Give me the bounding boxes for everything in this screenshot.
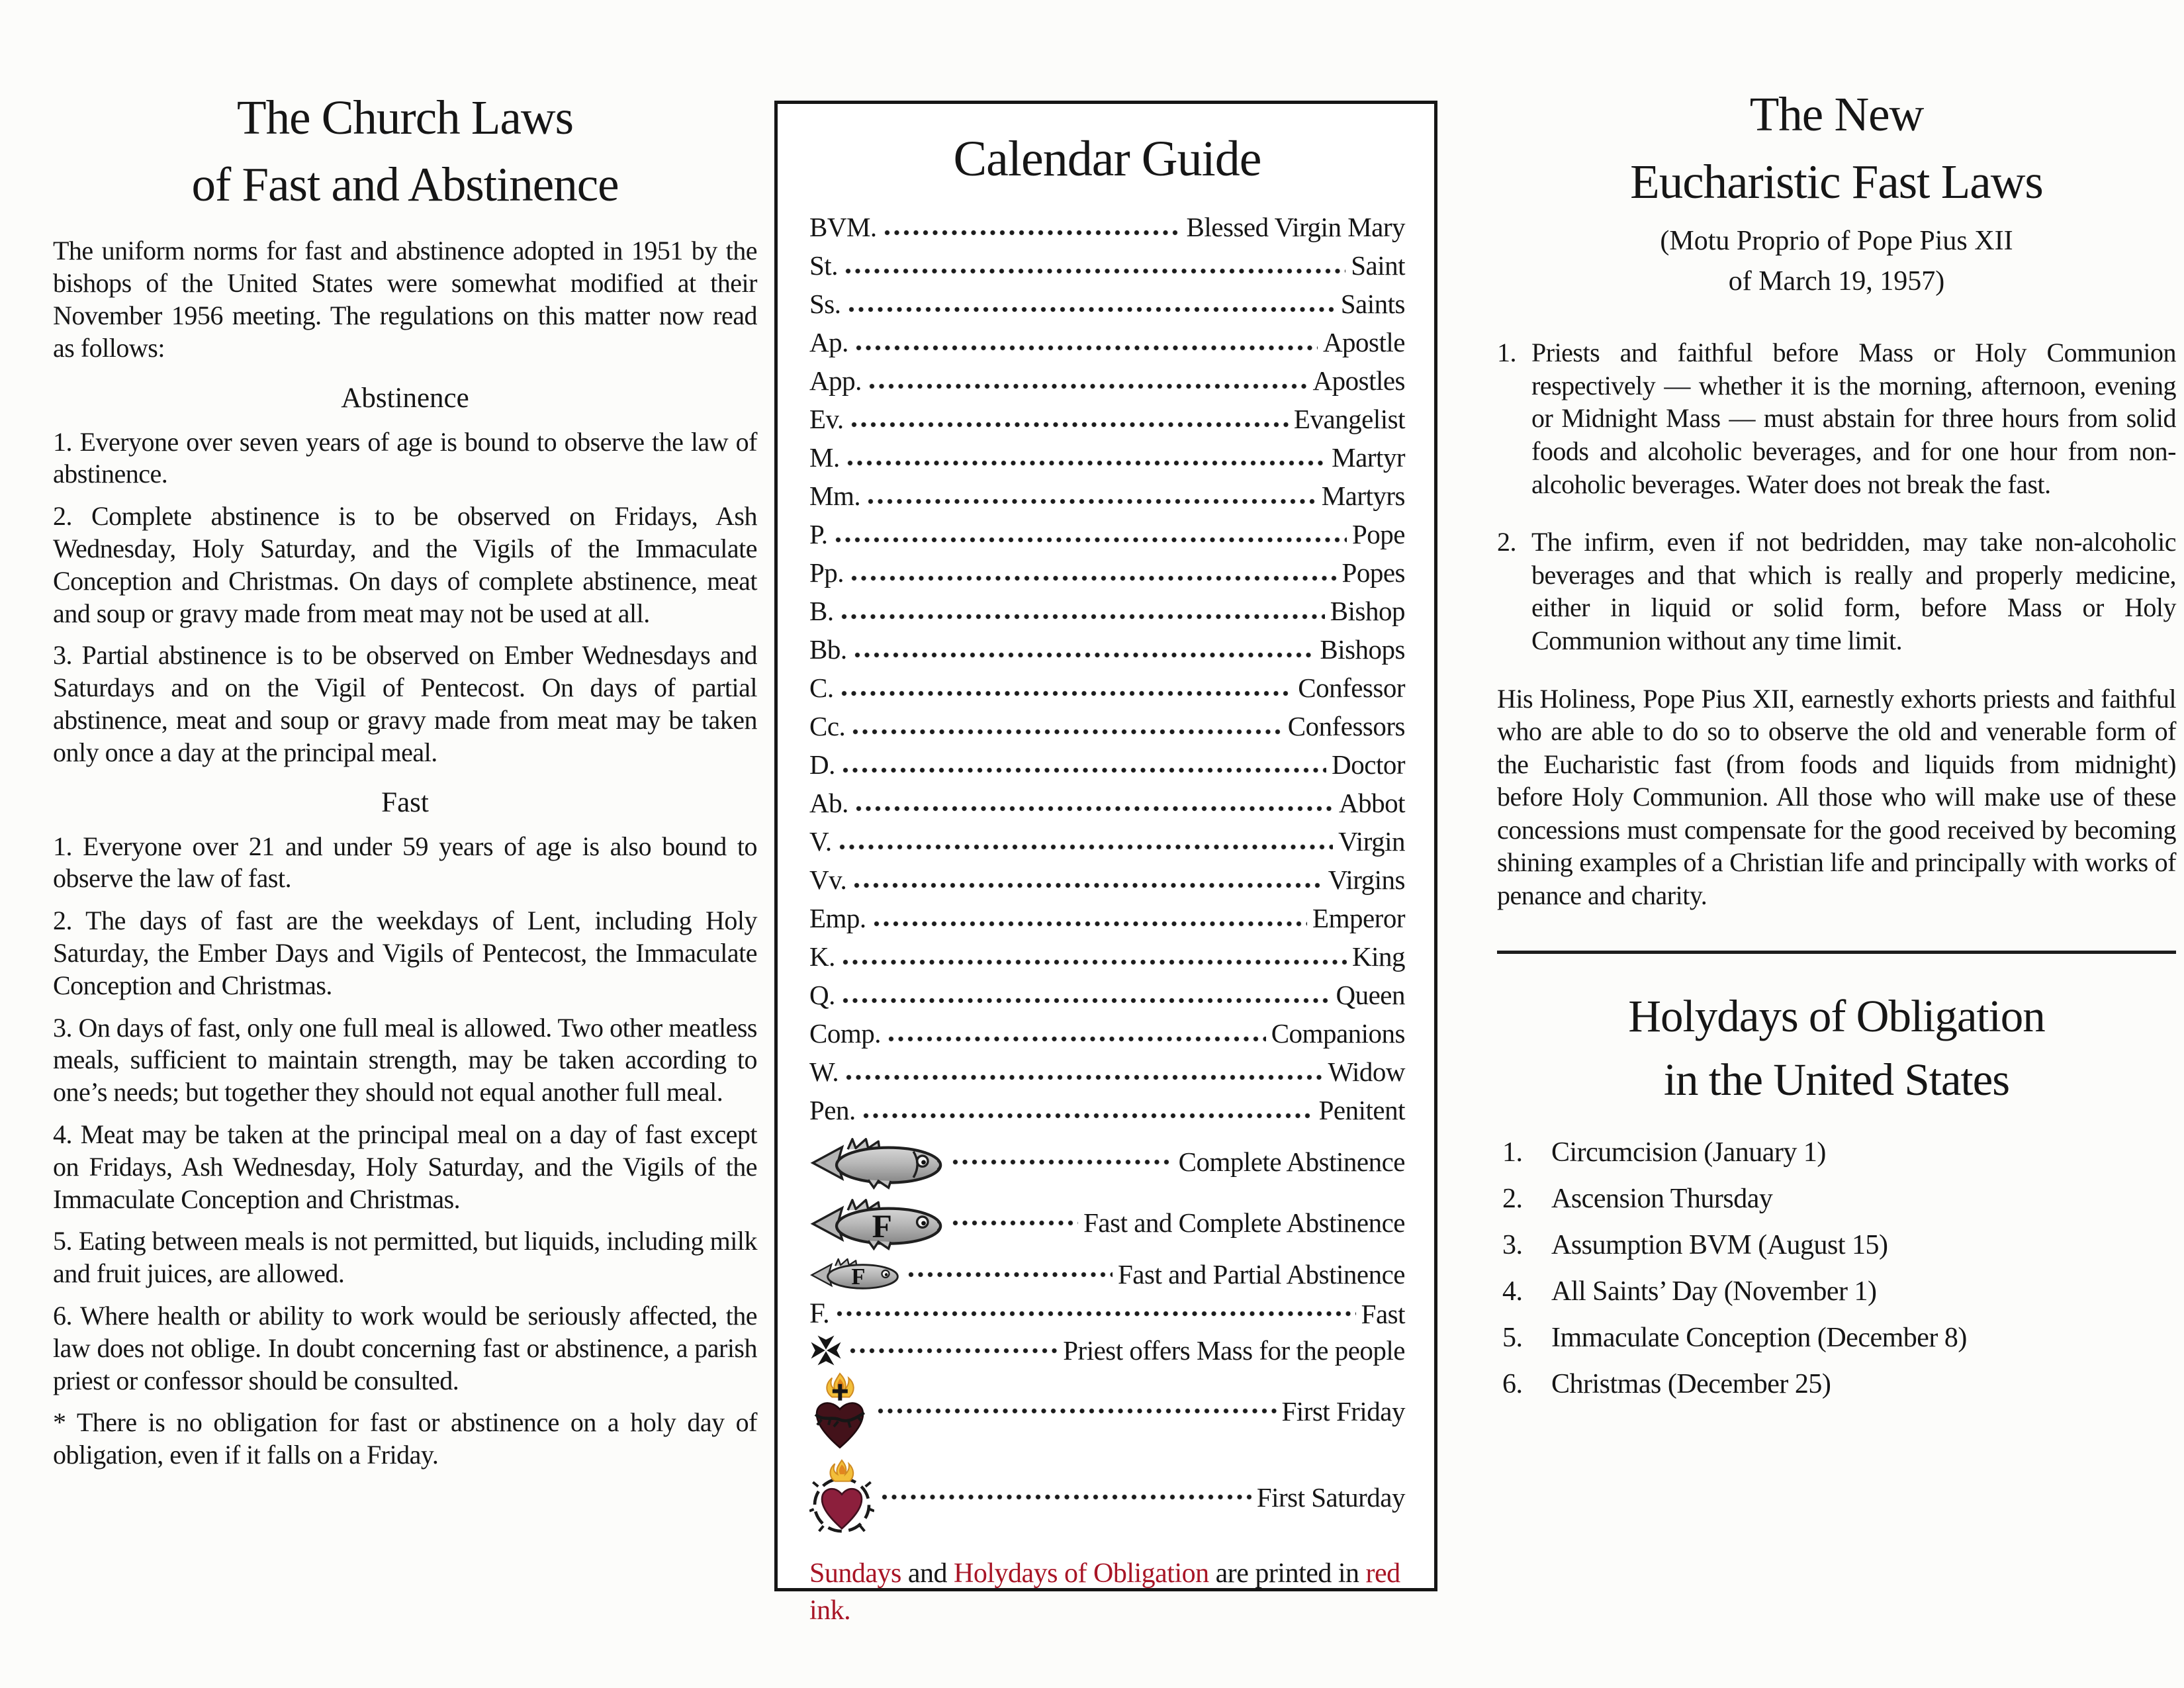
symbol-label: First Saturday	[1256, 1481, 1405, 1513]
abbreviation-meaning: Penitent	[1318, 1095, 1405, 1125]
abbreviation-meaning: Bishops	[1320, 634, 1405, 665]
abbreviation-row	[809, 899, 1405, 937]
note-part-printed: are printed in	[1208, 1558, 1366, 1589]
fast-law-item	[1497, 336, 2176, 500]
fast-item: 4. Meat may be taken at the principal meal on a day of fast except on Fridays, Ash Wednesday, Holy Saturday, and the Vigils of the Immaculate Conception and Christmas.	[53, 1119, 757, 1214]
dot-leader	[841, 690, 1293, 697]
calendar-guide-box	[774, 101, 1437, 1626]
dot-leader	[850, 575, 1336, 582]
abstinence-item: 1. Everyone over seven years of age is bound to observe the law of abstinence.	[53, 426, 757, 489]
abbreviation-row	[809, 784, 1405, 822]
abbreviation-row	[809, 861, 1405, 899]
dot-leader	[952, 1158, 1173, 1166]
abbreviation-meaning: Abbot	[1339, 788, 1405, 818]
fast-law-item	[1497, 526, 2176, 657]
abbreviation-row	[809, 361, 1405, 400]
fast-law-items	[1497, 336, 2176, 657]
abbreviation-meaning: Virgin	[1338, 826, 1405, 857]
abbreviation-meaning: Confessor	[1298, 673, 1405, 703]
item-number: 1.	[1497, 338, 1516, 368]
calendar-guide-title: Calendar Guide	[953, 131, 1261, 187]
title-line-2: Eucharistic Fast Laws	[1630, 155, 2043, 209]
symbol-label: Fast	[1361, 1298, 1405, 1329]
abbreviation: Cc.	[809, 711, 846, 741]
holyday-item	[1497, 1185, 2176, 1213]
dot-leader	[877, 1407, 1277, 1415]
abbreviation-meaning: Blessed Virgin Mary	[1186, 212, 1405, 242]
dot-leader	[850, 421, 1289, 428]
abbreviation-row	[809, 630, 1405, 669]
abbreviation-meaning: Evangelist	[1293, 404, 1405, 434]
symbol-label: Complete Abstinence	[1178, 1147, 1405, 1177]
abbreviation: App.	[809, 365, 862, 396]
section-divider	[1497, 951, 2176, 954]
dot-leader	[862, 1112, 1314, 1119]
abbreviation-row	[809, 285, 1405, 323]
maltese-cross-icon	[809, 1334, 842, 1367]
title-line-1: The New	[1749, 87, 1924, 141]
dot-leader	[835, 536, 1347, 543]
abbreviation-row	[809, 822, 1405, 861]
holyday-item	[1497, 1231, 2176, 1259]
abstinence-heading: Abstinence	[341, 382, 469, 414]
dot-leader	[846, 459, 1326, 467]
holyday-name: All Saints’ Day (November 1)	[1551, 1276, 1877, 1307]
note-part-red-ink: red ink.	[809, 1558, 1400, 1626]
svg-text:F: F	[851, 1264, 865, 1289]
abbreviation-row	[809, 1091, 1405, 1129]
abstinence-item: 2. Complete abstinence is to be observed on Fridays, Ash Wednesday, Holy Saturday, and the Vigils of the Immaculate Conception and Christmas. On days of complete abstinence, meat and soup or gravy made from meat may not be used at all.	[53, 501, 757, 628]
dot-leader	[853, 882, 1323, 889]
abstinence-item: 3. Partial abstinence is to be observed on Ember Wednesdays and Saturdays and on the Vigil of Pentecost. On days of partial abstinence, meat and soup or gravy made from meat may be taken only once a day at the principal meal.	[53, 640, 757, 767]
symbol-row-first-friday	[809, 1371, 1405, 1451]
dot-leader	[855, 344, 1318, 352]
symbol-row-complete-abstinence	[809, 1133, 1405, 1190]
footnote: * There is no obligation for fast or abstinence on a holy day of obligation, even if it falls on a Friday.	[53, 1407, 757, 1470]
abbreviation-meaning: Popes	[1342, 557, 1405, 588]
dot-leader	[855, 805, 1334, 812]
note-part-holydays: Holydays of Obligation	[954, 1558, 1209, 1589]
dot-leader	[907, 1271, 1113, 1278]
abbreviation-row	[809, 707, 1405, 745]
dot-leader	[836, 1310, 1355, 1317]
eucharistic-fast-section	[1497, 81, 2176, 1417]
note-part-and: and	[901, 1558, 954, 1589]
note-part-sundays: Sundays	[809, 1558, 901, 1589]
abbreviation: Bb.	[809, 634, 847, 665]
abbreviation-meaning: Doctor	[1332, 749, 1405, 780]
dot-leader	[867, 498, 1316, 505]
abbreviation-meaning: Companions	[1271, 1018, 1405, 1049]
fast-item: 3. On days of fast, only one full meal is allowed. Two other meatless meals, sufficient to maintain strength, may be taken according to one’s needs; but together they should not equal another full meal.	[53, 1012, 757, 1107]
abbreviation: Q.	[809, 980, 835, 1010]
holyday-name: Immaculate Conception (December 8)	[1551, 1322, 1967, 1353]
abbreviation-row	[809, 400, 1405, 438]
dot-leader	[854, 651, 1315, 659]
symbol-label: Priest offers Mass for the people	[1063, 1335, 1405, 1366]
dot-leader	[881, 1493, 1251, 1501]
item-number: 2.	[1497, 527, 1516, 557]
sacred-heart-icon	[809, 1371, 870, 1451]
abbreviation: Pp.	[809, 557, 844, 588]
abbreviation-row	[809, 1014, 1405, 1053]
holyday-item	[1497, 1370, 2176, 1398]
holyday-name: Circumcision (January 1)	[1551, 1137, 1826, 1168]
abbreviation: Mm.	[809, 481, 861, 511]
abbreviation-meaning: King	[1352, 941, 1405, 972]
fast-heading: Fast	[381, 786, 429, 818]
abbreviation-meaning: Saint	[1351, 250, 1405, 281]
abbreviation: Pen.	[809, 1095, 856, 1125]
holydays-title-line-1: Holydays of Obligation	[1628, 990, 2045, 1041]
fast-items	[53, 831, 757, 1397]
motu-proprio-subtitle	[1497, 221, 2176, 302]
abbreviation: W.	[809, 1056, 839, 1087]
abbreviation-meaning: Saints	[1340, 289, 1405, 319]
dot-leader	[839, 843, 1334, 851]
dot-leader	[884, 229, 1181, 236]
dot-leader	[852, 728, 1282, 735]
abbreviation-meaning: Virgins	[1328, 865, 1405, 895]
fast-item: 5. Eating between meals is not permitted, but liquids, including milk and fruit juices, are allowed.	[53, 1226, 757, 1289]
holyday-item	[1497, 1139, 2176, 1166]
fast-item: 1. Everyone over 21 and under 59 years of age is also bound to observe the law of fast.	[53, 831, 757, 894]
subtitle-line-2: of March 19, 1957)	[1728, 266, 1945, 297]
fast-item: 2. The days of fast are the weekdays of Lent, including Holy Saturday, the Ember Days and Vigils of Pentecost, the Immaculate Conception and Christmas.	[53, 906, 757, 1000]
abbreviation: Ss.	[809, 289, 841, 319]
symbol-label: Fast and Complete Abstinence	[1083, 1207, 1405, 1238]
holyday-item	[1497, 1278, 2176, 1305]
abbreviation-row	[809, 669, 1405, 707]
abbreviation-meaning: Martyr	[1332, 442, 1405, 473]
abbreviation-meaning: Confessors	[1287, 711, 1405, 741]
abbreviation-meaning: Emperor	[1312, 903, 1405, 933]
symbol-row-fast-complete-abstinence	[809, 1194, 1405, 1251]
svg-text:F: F	[872, 1208, 892, 1245]
dot-leader	[849, 1347, 1058, 1354]
dot-leader	[873, 920, 1307, 927]
abbreviation-row	[809, 976, 1405, 1014]
abbreviation-row	[809, 477, 1405, 515]
abbreviation-meaning: Apostle	[1322, 327, 1405, 357]
holyday-name: Christmas (December 25)	[1551, 1368, 1831, 1399]
abbreviation-row	[809, 323, 1405, 361]
holyday-item	[1497, 1324, 2176, 1352]
holyday-number: 4.	[1502, 1276, 1523, 1307]
holyday-number: 6.	[1502, 1368, 1523, 1399]
church-laws-section	[53, 85, 757, 1481]
holyday-number: 1.	[1502, 1137, 1523, 1168]
abbreviation-meaning: Martyrs	[1321, 481, 1405, 511]
abbreviation-meaning: Queen	[1336, 980, 1405, 1010]
page-title	[53, 85, 757, 218]
abbreviation-row	[809, 592, 1405, 630]
holyday-number: 3.	[1502, 1229, 1523, 1260]
symbol-row-fast	[809, 1297, 1405, 1330]
abbreviation: D.	[809, 749, 835, 780]
abbreviation: B.	[809, 596, 834, 626]
dot-leader	[845, 1074, 1322, 1081]
symbol-row-first-saturday	[809, 1455, 1405, 1539]
item-text: The infirm, even if not bedridden, may take non-alcoholic beverages and that which is really and properly medicine, either in liquid or solid form, before Mass or Holy Communion without any time limit.	[1531, 527, 2176, 655]
closing-paragraph: His Holiness, Pope Pius XII, earnestly exhorts priests and faithful who are able to do so to observe the old and venerable form of the Eucharistic fast (from foods and liquids from midnight) before Holy Communion. All those who will make use of these concessions must compensate for the good received by becoming shining examples of a Christian life and principally with works of penance and charity.	[1497, 683, 2176, 911]
fast-item: 6. Where health or ability to work would be seriously affected, the law does not oblige. In doubt concerning fast or abstinence, a parish priest or confessor should be consulted.	[53, 1300, 757, 1395]
symbol-label: Fast and Partial Abstinence	[1118, 1259, 1405, 1289]
dot-leader	[842, 767, 1326, 774]
holyday-number: 2.	[1502, 1183, 1523, 1214]
abbreviation: K.	[809, 941, 835, 972]
dot-leader	[842, 959, 1347, 966]
abbreviation: Emp.	[809, 903, 866, 933]
dot-leader	[887, 1035, 1266, 1043]
abstinence-items	[53, 426, 757, 769]
subtitle-line-1: (Motu Proprio of Pope Pius XII	[1660, 226, 2013, 257]
holyday-name: Assumption BVM (August 15)	[1551, 1229, 1888, 1260]
holyday-name: Ascension Thursday	[1551, 1183, 1773, 1214]
abbreviation-row	[809, 1053, 1405, 1091]
dot-leader	[841, 613, 1325, 620]
holydays-title-line-2: in the United States	[1663, 1055, 2010, 1105]
abbreviation: St.	[809, 250, 838, 281]
abbreviation-meaning: Bishop	[1330, 596, 1405, 626]
title-line-1: The Church Laws	[236, 91, 573, 144]
item-text: Priests and faithful before Mass or Holy Communion respectively — whether it is the morning, afternoon, evening or Midnight Mass — must abstain for three hours from solid foods and alcoholic beverages, and for one hour from non-alcoholic beverages. Water does not break the fast.	[1531, 338, 2176, 499]
abbreviation-meaning: Widow	[1328, 1056, 1405, 1087]
holyday-number: 5.	[1502, 1322, 1523, 1353]
abbreviation: C.	[809, 673, 834, 703]
symbol-row-priest-mass	[809, 1334, 1405, 1367]
abbreviation-row	[809, 438, 1405, 477]
letter-f-symbol: F.	[809, 1298, 830, 1329]
eucharistic-title	[1497, 81, 2176, 216]
dot-leader	[952, 1219, 1078, 1227]
abbreviation: Ab.	[809, 788, 848, 818]
symbol-row-fast-partial-abstinence	[809, 1255, 1405, 1293]
fish-icon	[809, 1133, 945, 1190]
abbreviation: Ev.	[809, 404, 844, 434]
abbreviation: Ap.	[809, 327, 848, 357]
intro-paragraph: The uniform norms for fast and abstinence adopted in 1951 by the bishops of the United States were somewhat modified at their November 1956 meeting. The regulations on this matter now read as follows:	[53, 236, 757, 363]
abbreviation-row	[809, 937, 1405, 976]
dot-leader	[848, 306, 1336, 313]
fish-f-icon	[809, 1194, 945, 1251]
abbreviation: Vv.	[809, 865, 847, 895]
abbreviation-row	[809, 745, 1405, 784]
title-line-2: of Fast and Abstinence	[191, 157, 619, 211]
red-ink-note	[809, 1555, 1405, 1630]
dot-leader	[842, 997, 1331, 1004]
abbreviation-row	[809, 553, 1405, 592]
abbreviation-list	[809, 208, 1405, 1129]
dot-leader	[868, 383, 1308, 390]
abbreviation: P.	[809, 519, 828, 549]
small-fish-f-icon	[809, 1255, 901, 1293]
abbreviation-meaning: Pope	[1352, 519, 1405, 549]
holydays-list	[1497, 1139, 2176, 1398]
abbreviation-meaning: Apostles	[1312, 365, 1405, 396]
abbreviation: V.	[809, 826, 832, 857]
abbreviation-row	[809, 246, 1405, 285]
abbreviation: BVM.	[809, 212, 877, 242]
immaculate-heart-icon	[809, 1455, 874, 1539]
dot-leader	[844, 267, 1345, 275]
abbreviation: Comp.	[809, 1018, 881, 1049]
symbol-label: First Friday	[1281, 1395, 1405, 1427]
abbreviation: M.	[809, 442, 840, 473]
abbreviation-row	[809, 515, 1405, 553]
holydays-title	[1497, 984, 2176, 1112]
abbreviation-row	[809, 208, 1405, 246]
